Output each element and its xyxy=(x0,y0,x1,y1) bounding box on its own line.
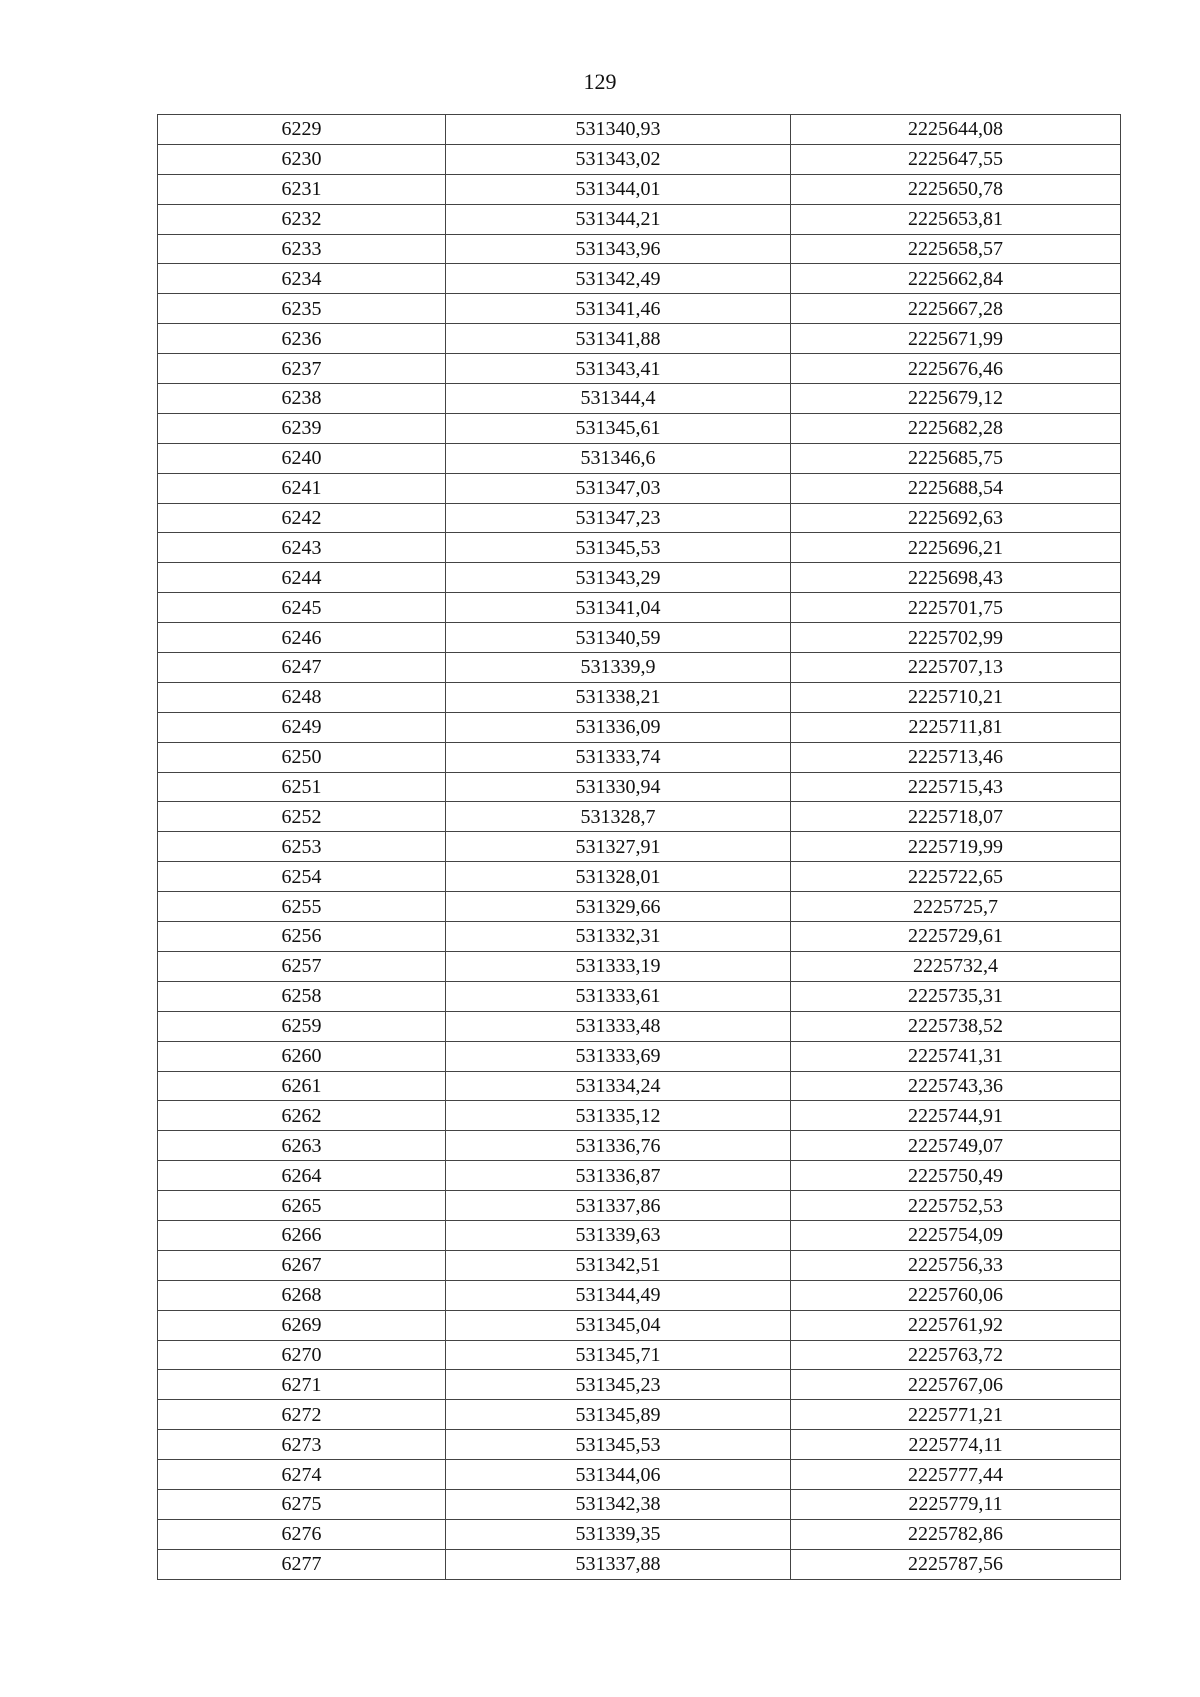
y-coordinate-cell: 2225653,81 xyxy=(791,204,1121,234)
table-row xyxy=(158,264,1121,294)
y-coordinate-cell: 2225707,13 xyxy=(791,653,1121,683)
x-coordinate-cell: 531333,19 xyxy=(446,951,791,981)
x-coordinate-cell: 531342,51 xyxy=(446,1250,791,1280)
y-coordinate-cell: 2225763,72 xyxy=(791,1340,1121,1370)
y-coordinate-cell: 2225777,44 xyxy=(791,1460,1121,1490)
table-row xyxy=(158,832,1121,862)
point-number-cell: 6252 xyxy=(158,802,446,832)
x-coordinate-cell: 531345,53 xyxy=(446,533,791,563)
table-row xyxy=(158,1161,1121,1191)
x-coordinate-cell: 531327,91 xyxy=(446,832,791,862)
point-number-cell: 6246 xyxy=(158,623,446,653)
y-coordinate-cell: 2225696,21 xyxy=(791,533,1121,563)
table-row xyxy=(158,234,1121,264)
y-coordinate-cell: 2225754,09 xyxy=(791,1220,1121,1250)
y-coordinate-cell: 2225750,49 xyxy=(791,1161,1121,1191)
table-row xyxy=(158,1519,1121,1549)
point-number-cell: 6234 xyxy=(158,264,446,294)
y-coordinate-cell: 2225760,06 xyxy=(791,1280,1121,1310)
table-row xyxy=(158,1400,1121,1430)
x-coordinate-cell: 531343,96 xyxy=(446,234,791,264)
point-number-cell: 6263 xyxy=(158,1131,446,1161)
point-number-cell: 6276 xyxy=(158,1519,446,1549)
point-number-cell: 6264 xyxy=(158,1161,446,1191)
point-number-cell: 6262 xyxy=(158,1101,446,1131)
table-row xyxy=(158,174,1121,204)
table-row xyxy=(158,294,1121,324)
table-row xyxy=(158,443,1121,473)
y-coordinate-cell: 2225729,61 xyxy=(791,922,1121,952)
x-coordinate-cell: 531337,88 xyxy=(446,1549,791,1579)
y-coordinate-cell: 2225711,81 xyxy=(791,712,1121,742)
x-coordinate-cell: 531336,87 xyxy=(446,1161,791,1191)
table-row xyxy=(158,1250,1121,1280)
point-number-cell: 6253 xyxy=(158,832,446,862)
point-number-cell: 6239 xyxy=(158,413,446,443)
point-number-cell: 6268 xyxy=(158,1280,446,1310)
y-coordinate-cell: 2225749,07 xyxy=(791,1131,1121,1161)
table-row xyxy=(158,682,1121,712)
y-coordinate-cell: 2225767,06 xyxy=(791,1370,1121,1400)
x-coordinate-cell: 531339,9 xyxy=(446,653,791,683)
y-coordinate-cell: 2225698,43 xyxy=(791,563,1121,593)
y-coordinate-cell: 2225771,21 xyxy=(791,1400,1121,1430)
page-number: 129 xyxy=(583,69,617,94)
y-coordinate-cell: 2225756,33 xyxy=(791,1250,1121,1280)
y-coordinate-cell: 2225713,46 xyxy=(791,742,1121,772)
coordinates-table xyxy=(157,114,1121,1580)
point-number-cell: 6229 xyxy=(158,115,446,145)
x-coordinate-cell: 531342,38 xyxy=(446,1489,791,1519)
y-coordinate-cell: 2225744,91 xyxy=(791,1101,1121,1131)
point-number-cell: 6244 xyxy=(158,563,446,593)
y-coordinate-cell: 2225738,52 xyxy=(791,1011,1121,1041)
table-row xyxy=(158,1370,1121,1400)
point-number-cell: 6232 xyxy=(158,204,446,234)
x-coordinate-cell: 531344,4 xyxy=(446,384,791,414)
x-coordinate-cell: 531344,49 xyxy=(446,1280,791,1310)
x-coordinate-cell: 531335,12 xyxy=(446,1101,791,1131)
point-number-cell: 6237 xyxy=(158,354,446,384)
x-coordinate-cell: 531343,41 xyxy=(446,354,791,384)
table-row xyxy=(158,1430,1121,1460)
point-number-cell: 6247 xyxy=(158,653,446,683)
y-coordinate-cell: 2225658,57 xyxy=(791,234,1121,264)
table-row xyxy=(158,354,1121,384)
point-number-cell: 6249 xyxy=(158,712,446,742)
y-coordinate-cell: 2225676,46 xyxy=(791,354,1121,384)
y-coordinate-cell: 2225774,11 xyxy=(791,1430,1121,1460)
x-coordinate-cell: 531338,21 xyxy=(446,682,791,712)
y-coordinate-cell: 2225710,21 xyxy=(791,682,1121,712)
x-coordinate-cell: 531336,76 xyxy=(446,1131,791,1161)
table-row xyxy=(158,413,1121,443)
coordinates-table-body xyxy=(158,115,1121,1580)
x-coordinate-cell: 531342,49 xyxy=(446,264,791,294)
point-number-cell: 6236 xyxy=(158,324,446,354)
table-row xyxy=(158,1011,1121,1041)
point-number-cell: 6230 xyxy=(158,144,446,174)
point-number-cell: 6241 xyxy=(158,473,446,503)
y-coordinate-cell: 2225732,4 xyxy=(791,951,1121,981)
y-coordinate-cell: 2225671,99 xyxy=(791,324,1121,354)
y-coordinate-cell: 2225741,31 xyxy=(791,1041,1121,1071)
table-row xyxy=(158,742,1121,772)
point-number-cell: 6256 xyxy=(158,922,446,952)
x-coordinate-cell: 531328,7 xyxy=(446,802,791,832)
x-coordinate-cell: 531333,61 xyxy=(446,981,791,1011)
y-coordinate-cell: 2225782,86 xyxy=(791,1519,1121,1549)
x-coordinate-cell: 531330,94 xyxy=(446,772,791,802)
point-number-cell: 6257 xyxy=(158,951,446,981)
point-number-cell: 6274 xyxy=(158,1460,446,1490)
x-coordinate-cell: 531341,04 xyxy=(446,593,791,623)
x-coordinate-cell: 531339,63 xyxy=(446,1220,791,1250)
x-coordinate-cell: 531328,01 xyxy=(446,862,791,892)
point-number-cell: 6267 xyxy=(158,1250,446,1280)
table-row xyxy=(158,1101,1121,1131)
y-coordinate-cell: 2225662,84 xyxy=(791,264,1121,294)
y-coordinate-cell: 2225718,07 xyxy=(791,802,1121,832)
table-row xyxy=(158,1549,1121,1579)
table-row xyxy=(158,862,1121,892)
y-coordinate-cell: 2225701,75 xyxy=(791,593,1121,623)
x-coordinate-cell: 531341,46 xyxy=(446,294,791,324)
x-coordinate-cell: 531346,6 xyxy=(446,443,791,473)
y-coordinate-cell: 2225692,63 xyxy=(791,503,1121,533)
point-number-cell: 6233 xyxy=(158,234,446,264)
x-coordinate-cell: 531345,23 xyxy=(446,1370,791,1400)
x-coordinate-cell: 531344,01 xyxy=(446,174,791,204)
table-row xyxy=(158,1489,1121,1519)
y-coordinate-cell: 2225688,54 xyxy=(791,473,1121,503)
y-coordinate-cell: 2225743,36 xyxy=(791,1071,1121,1101)
y-coordinate-cell: 2225725,7 xyxy=(791,892,1121,922)
point-number-cell: 6248 xyxy=(158,682,446,712)
x-coordinate-cell: 531341,88 xyxy=(446,324,791,354)
table-row xyxy=(158,1340,1121,1370)
x-coordinate-cell: 531343,29 xyxy=(446,563,791,593)
point-number-cell: 6269 xyxy=(158,1310,446,1340)
x-coordinate-cell: 531345,04 xyxy=(446,1310,791,1340)
y-coordinate-cell: 2225647,55 xyxy=(791,144,1121,174)
y-coordinate-cell: 2225715,43 xyxy=(791,772,1121,802)
x-coordinate-cell: 531332,31 xyxy=(446,922,791,952)
table-row xyxy=(158,473,1121,503)
x-coordinate-cell: 531340,93 xyxy=(446,115,791,145)
table-row xyxy=(158,593,1121,623)
table-row xyxy=(158,1280,1121,1310)
table-row xyxy=(158,623,1121,653)
point-number-cell: 6271 xyxy=(158,1370,446,1400)
point-number-cell: 6254 xyxy=(158,862,446,892)
x-coordinate-cell: 531345,61 xyxy=(446,413,791,443)
point-number-cell: 6260 xyxy=(158,1041,446,1071)
x-coordinate-cell: 531340,59 xyxy=(446,623,791,653)
y-coordinate-cell: 2225702,99 xyxy=(791,623,1121,653)
point-number-cell: 6242 xyxy=(158,503,446,533)
point-number-cell: 6251 xyxy=(158,772,446,802)
table-row xyxy=(158,563,1121,593)
y-coordinate-cell: 2225644,08 xyxy=(791,115,1121,145)
y-coordinate-cell: 2225722,65 xyxy=(791,862,1121,892)
point-number-cell: 6245 xyxy=(158,593,446,623)
table-row xyxy=(158,1460,1121,1490)
table-row xyxy=(158,1071,1121,1101)
x-coordinate-cell: 531345,71 xyxy=(446,1340,791,1370)
x-coordinate-cell: 531337,86 xyxy=(446,1191,791,1221)
table-row xyxy=(158,1131,1121,1161)
table-row xyxy=(158,204,1121,234)
y-coordinate-cell: 2225679,12 xyxy=(791,384,1121,414)
x-coordinate-cell: 531333,69 xyxy=(446,1041,791,1071)
point-number-cell: 6265 xyxy=(158,1191,446,1221)
point-number-cell: 6235 xyxy=(158,294,446,324)
table-row xyxy=(158,1220,1121,1250)
point-number-cell: 6273 xyxy=(158,1430,446,1460)
y-coordinate-cell: 2225650,78 xyxy=(791,174,1121,204)
x-coordinate-cell: 531344,06 xyxy=(446,1460,791,1490)
y-coordinate-cell: 2225761,92 xyxy=(791,1310,1121,1340)
x-coordinate-cell: 531345,53 xyxy=(446,1430,791,1460)
point-number-cell: 6258 xyxy=(158,981,446,1011)
table-row xyxy=(158,892,1121,922)
point-number-cell: 6240 xyxy=(158,443,446,473)
table-row xyxy=(158,384,1121,414)
x-coordinate-cell: 531339,35 xyxy=(446,1519,791,1549)
table-row xyxy=(158,115,1121,145)
x-coordinate-cell: 531344,21 xyxy=(446,204,791,234)
point-number-cell: 6250 xyxy=(158,742,446,772)
table-row xyxy=(158,1191,1121,1221)
table-row xyxy=(158,712,1121,742)
point-number-cell: 6231 xyxy=(158,174,446,204)
table-row xyxy=(158,1310,1121,1340)
table-row xyxy=(158,951,1121,981)
point-number-cell: 6270 xyxy=(158,1340,446,1370)
table-row xyxy=(158,922,1121,952)
x-coordinate-cell: 531334,24 xyxy=(446,1071,791,1101)
point-number-cell: 6243 xyxy=(158,533,446,563)
table-row xyxy=(158,653,1121,683)
point-number-cell: 6238 xyxy=(158,384,446,414)
point-number-cell: 6255 xyxy=(158,892,446,922)
x-coordinate-cell: 531329,66 xyxy=(446,892,791,922)
x-coordinate-cell: 531347,23 xyxy=(446,503,791,533)
y-coordinate-cell: 2225719,99 xyxy=(791,832,1121,862)
point-number-cell: 6272 xyxy=(158,1400,446,1430)
x-coordinate-cell: 531343,02 xyxy=(446,144,791,174)
y-coordinate-cell: 2225752,53 xyxy=(791,1191,1121,1221)
x-coordinate-cell: 531336,09 xyxy=(446,712,791,742)
point-number-cell: 6275 xyxy=(158,1489,446,1519)
y-coordinate-cell: 2225685,75 xyxy=(791,443,1121,473)
table-row xyxy=(158,533,1121,563)
table-row xyxy=(158,1041,1121,1071)
x-coordinate-cell: 531347,03 xyxy=(446,473,791,503)
y-coordinate-cell: 2225667,28 xyxy=(791,294,1121,324)
y-coordinate-cell: 2225787,56 xyxy=(791,1549,1121,1579)
x-coordinate-cell: 531345,89 xyxy=(446,1400,791,1430)
x-coordinate-cell: 531333,48 xyxy=(446,1011,791,1041)
table-row xyxy=(158,503,1121,533)
point-number-cell: 6259 xyxy=(158,1011,446,1041)
x-coordinate-cell: 531333,74 xyxy=(446,742,791,772)
table-row xyxy=(158,981,1121,1011)
y-coordinate-cell: 2225735,31 xyxy=(791,981,1121,1011)
point-number-cell: 6266 xyxy=(158,1220,446,1250)
table-row xyxy=(158,802,1121,832)
point-number-cell: 6277 xyxy=(158,1549,446,1579)
table-row xyxy=(158,144,1121,174)
table-row xyxy=(158,772,1121,802)
y-coordinate-cell: 2225779,11 xyxy=(791,1489,1121,1519)
y-coordinate-cell: 2225682,28 xyxy=(791,413,1121,443)
point-number-cell: 6261 xyxy=(158,1071,446,1101)
table-row xyxy=(158,324,1121,354)
